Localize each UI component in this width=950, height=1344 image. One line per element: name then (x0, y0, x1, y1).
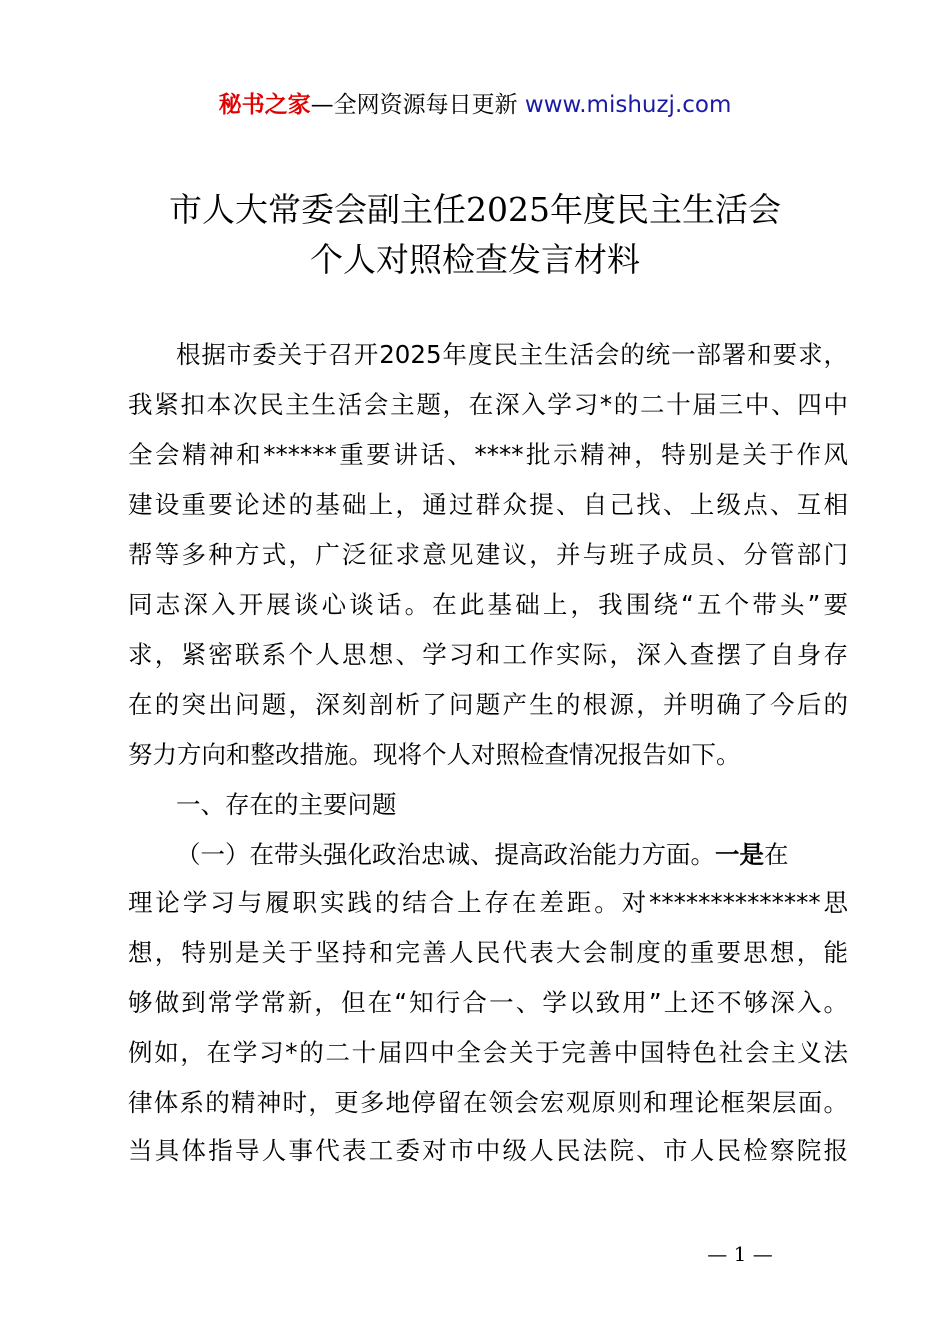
header-slogan: —全网资源每日更新 (310, 92, 525, 118)
paragraph-line: 够做到常学常新，但在“知行合一、学以致用”上还不够深入。 (128, 988, 848, 1017)
page-number: — 1 — (707, 1242, 773, 1266)
paragraph-line: 努力方向和整改措施。现将个人对照检查情况报告如下。 (128, 740, 741, 769)
paragraph-line: 理论学习与履职实践的结合上存在差距。对**************思 (128, 888, 848, 917)
site-header (0, 88, 950, 122)
document-title-line-2: 个人对照检查发言材料 (310, 240, 640, 279)
paragraph-line: 建设重要论述的基础上，通过群众提、自己找、上级点、互相 (128, 490, 848, 519)
subsection-rest: 在 (764, 840, 789, 869)
paragraph-line: 求，紧密联系个人思想、学习和工作实际，深入查摆了自身存 (128, 640, 848, 669)
paragraph-line: 当具体指导人事代表工委对市中级人民法院、市人民检察院报 (128, 1136, 848, 1165)
document-title-line-1: 市人大常委会副主任2025年度民主生活会 (169, 190, 781, 229)
emphasis-text: 一是 (715, 840, 764, 869)
paragraph-line: 我紧扣本次民主生活会主题，在深入学习*的二十届三中、四中 (128, 390, 848, 419)
paragraph-line: 同志深入开展谈心谈话。在此基础上，我围绕“五个带头”要 (128, 590, 848, 619)
paragraph-line: 帮等多种方式，广泛征求意见建议，并与班子成员、分管部门 (128, 540, 848, 569)
section-heading: 一、存在的主要问题 (176, 790, 397, 819)
paragraph-line: 根据市委关于召开2025年度民主生活会的统一部署和要求， (176, 340, 848, 369)
website-link[interactable]: www.mishuzj.com (524, 92, 732, 118)
paragraph-line: 全会精神和******重要讲话、****批示精神，特别是关于作风 (128, 440, 848, 469)
brand-name: 秘书之家 (218, 92, 311, 118)
paragraph-line: 想，特别是关于坚持和完善人民代表大会制度的重要思想，能 (128, 938, 848, 967)
subsection-lead: （一）在带头强化政治忠诚、提高政治能力方面。 (176, 840, 715, 869)
paragraph-line: 律体系的精神时，更多地停留在领会宏观原则和理论框架层面。 (128, 1088, 848, 1117)
paragraph-line: 在的突出问题，深刻剖析了问题产生的根源，并明确了今后的 (128, 690, 848, 719)
paragraph-line: 例如，在学习*的二十届四中全会关于完善中国特色社会主义法 (128, 1038, 848, 1067)
subsection-line (176, 840, 848, 870)
